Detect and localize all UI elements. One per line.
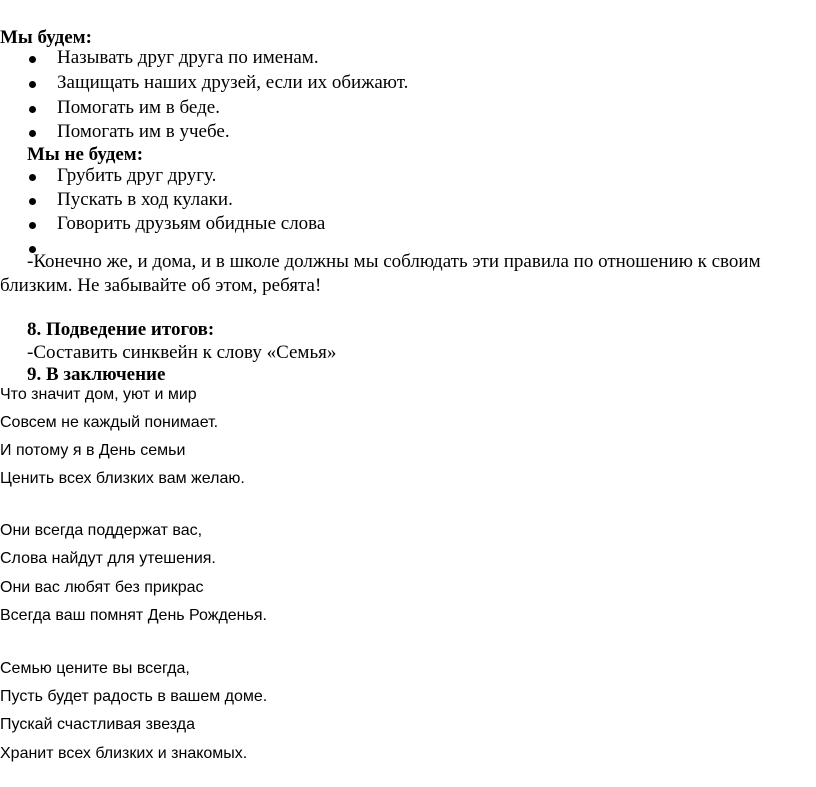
poem-line: Что значит дом, уют и мир — [0, 386, 197, 403]
we-will-item: Защищать наших друзей, если их обижают. — [57, 72, 409, 93]
bullet-icon — [29, 106, 36, 113]
we-will-item: Помогать им в беде. — [57, 97, 220, 118]
we-will-not-item: Грубить друг другу. — [57, 165, 217, 186]
summary-text: -Составить синквейн к слову «Семья» — [27, 342, 337, 363]
bullet-icon — [29, 56, 36, 63]
bullet-icon — [29, 174, 36, 181]
poem-line: Семью цените вы всегда, — [0, 660, 190, 677]
poem-line: Они всегда поддержат вас, — [0, 522, 203, 539]
poem-line: Слова найдут для утешения. — [0, 550, 216, 567]
poem-line: Всегда ваш помнят День Рожденья. — [0, 607, 267, 624]
we-will-not-heading: Мы не будем: — [27, 144, 144, 165]
bullet-icon — [29, 222, 36, 229]
we-will-not-item: Пускать в ход кулаки. — [57, 189, 233, 210]
we-will-not-item: Говорить друзьям обидные слова — [57, 213, 326, 234]
poem-line: Пускай счастливая звезда — [0, 716, 196, 733]
poem-line: Пусть будет радость в вашем доме. — [0, 688, 268, 705]
poem-line: Ценить всех близких вам желаю. — [0, 470, 245, 487]
poem-line: Хранит всех близких и знакомых. — [0, 745, 248, 762]
paragraph-line: близким. Не забывайте об этом, ребята! — [0, 275, 322, 296]
bullet-icon — [29, 81, 36, 88]
bullet-icon — [29, 130, 36, 137]
we-will-item: Помогать им в учебе. — [57, 121, 230, 142]
poem-line: Они вас любят без прикрас — [0, 579, 204, 596]
poem-line: Совсем не каждый понимает. — [0, 414, 219, 431]
conclusion-heading: 9. В заключение — [27, 364, 166, 385]
poem-line: И потому я в День семьи — [0, 442, 186, 459]
bullet-icon — [29, 198, 36, 205]
summary-heading: 8. Подведение итогов: — [27, 319, 215, 340]
we-will-item: Называть друг друга по именам. — [57, 47, 319, 68]
we-will-heading: Мы будем: — [0, 27, 92, 48]
paragraph-line: -Конечно же, и дома, и в школе должны мы соблюдать эти правила по отношению к своим — [27, 251, 761, 272]
